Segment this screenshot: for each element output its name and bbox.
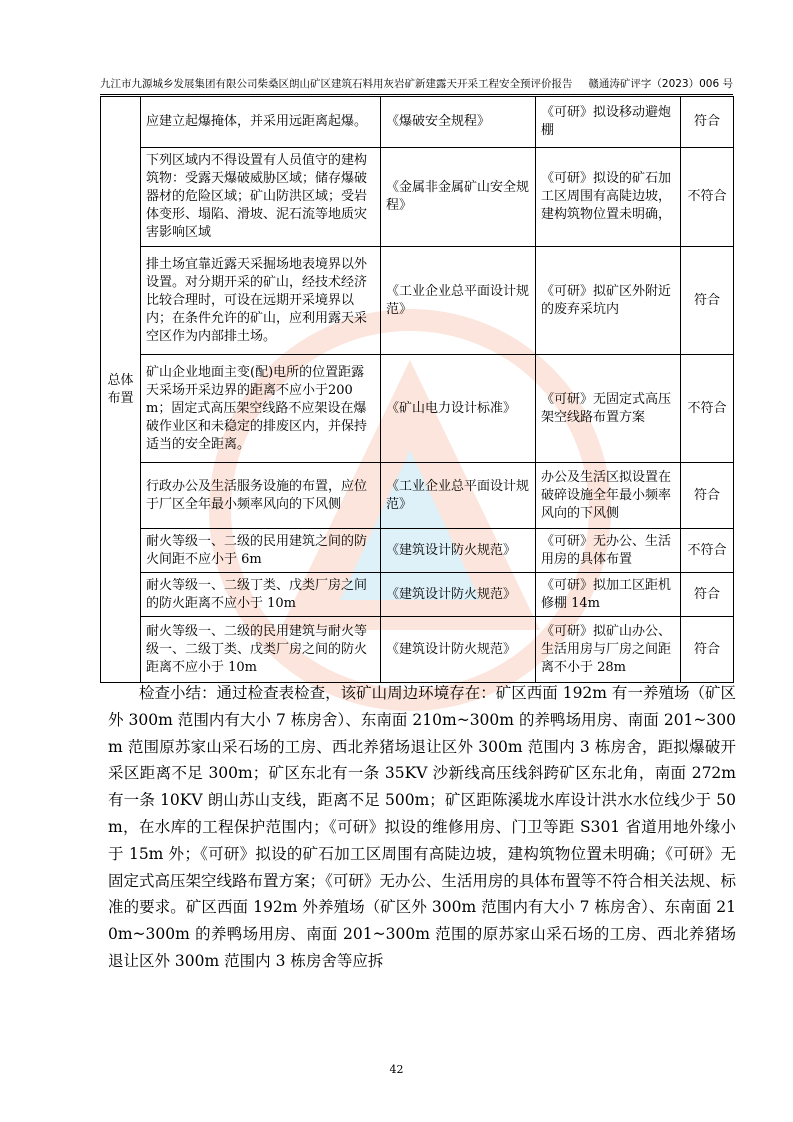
finding-cell: 《可研》拟矿山办公、生活用房与厂房之间距离不小于 28m [536,617,681,683]
standard-cell: 《金属非金属矿山安全规程》 [381,148,536,247]
table-row [101,355,734,463]
finding-cell: 《可研》无办公、生活用房的具体布置 [536,529,681,573]
standard-cell: 《建筑设计防火规范》 [381,617,536,683]
result-cell: 不符合 [681,355,734,463]
result-cell: 不符合 [681,529,734,573]
standard-cell: 《工业企业总平面设计规范》 [381,247,536,355]
finding-cell: 办公及生活区拟设置在破碎设施全年最小频率风向的下风侧 [536,463,681,529]
requirement-cell: 矿山企业地面主变(配)电所的位置距露天采场开采边界的距离不应小于200m；固定式高压架空线路不应架设在爆破作业区和未稳定的排废区内，并保持适当的安全距离。 [141,355,381,463]
header-report-number: 赣通涛矿评字（2023）006 号 [588,78,733,90]
result-cell: 符合 [681,247,734,355]
result-cell: 符合 [681,97,734,148]
table-row [101,247,734,355]
standard-cell: 《工业企业总平面设计规范》 [381,463,536,529]
standard-cell: 《爆破安全规程》 [381,97,536,148]
result-cell: 符合 [681,573,734,617]
table-row [101,573,734,617]
header-report-title: 九江市九源城乡发展集团有限公司柴桑区朗山矿区建筑石料用灰岩矿新建露天开采工程安全预评价报告 [100,78,573,90]
result-cell: 符合 [681,617,734,683]
table-row [101,97,734,148]
page-number: 42 [389,1063,404,1076]
safety-checklist-table [100,96,734,683]
standard-cell: 《建筑设计防火规范》 [381,529,536,573]
finding-cell: 《可研》拟设移动避炮棚 [536,97,681,148]
requirement-cell: 排土场宜靠近露天采掘场地表境界以外设置。对分期开采的矿山，经技术经济比较合理时，可设在远期开采境界以内；在条件允许的矿山，应利用露天采空区作为内部排土场。 [141,247,381,355]
category-cell: 总体布置 [101,97,141,683]
requirement-cell: 耐火等级一、二级的民用建筑之间的防火间距不应小于 6m [141,529,381,573]
finding-cell: 《可研》拟设的矿石加工区周围有高陡边坡，建构筑物位置未明确， [536,148,681,247]
requirement-cell: 应建立起爆掩体，并采用远距离起爆。 [141,97,381,148]
requirement-cell: 下列区域内不得设置有人员值守的建构筑物：受露天爆破威胁区域；储存爆破器材的危险区域；矿山防洪区域；受岩体变形、塌陷、滑坡、泥石流等地质灾害影响区域 [141,148,381,247]
page-header [100,76,733,95]
finding-cell: 《可研》拟加工区距机修棚 14m [536,573,681,617]
finding-cell: 《可研》无固定式高压架空线路布置方案 [536,355,681,463]
requirement-cell: 耐火等级一、二级丁类、戊类厂房之间的防火距离不应小于 10m [141,573,381,617]
result-cell: 不符合 [681,148,734,247]
table-row [101,463,734,529]
standard-cell: 《矿山电力设计标准》 [381,355,536,463]
standard-cell: 《建筑设计防火规范》 [381,573,536,617]
finding-cell: 《可研》拟矿区外附近的废弃采坑内 [536,247,681,355]
inspection-summary-paragraph: 检查小结：通过检查表检查，该矿山周边环境存在：矿区西面 192m 有一养殖场（矿区外 300m 范围内有大小 7 栋房舍）、东南面 210m~300m 的养鸭场用房、南面 201~300m 范围原苏家山采石场的工房、西北养猪场退让区外 300m 范围内 3 栋房舍，距拟爆破开采区距离不足 300m；矿区东北有一条 35KV 沙新线高压线斜跨矿区东北角，南面 272m 有一条 10KV 朗山苏山支线，距离不足 500m；矿区距陈溪垅水库设计洪水水位线少于 50m，在水库的工程保护范围内；《可研》拟设的维修用房、门卫等距 S301 省道用地外缘小于 15m 外；《可研》拟设的矿石加工区周围有高陡边坡，建构筑物位置未明确；《可研》无固定式高压架空线路布置方案；《可研》无办公、生活用房的具体布置等不符合相关法规、标准的要求。矿区西面 192m 外养殖场（矿区外 300m 范围内有大小 7 栋房舍）、东南面 210m~300m 的养鸭场用房、南面 201~300m 范围的原苏家山采石场的工房、西北养猪场退让区外 300m 范围内 3 栋房舍等应拆 [108,684,736,970]
table-row [101,529,734,573]
requirement-cell: 行政办公及生活服务设施的布置，应位于厂区全年最小频率风向的下风侧 [141,463,381,529]
result-cell: 符合 [681,463,734,529]
table-row [101,148,734,247]
requirement-cell: 耐火等级一、二级的民用建筑与耐火等级一、二级丁类、戊类厂房之间的防火距离不应小于 10m [141,617,381,683]
table-row [101,617,734,683]
